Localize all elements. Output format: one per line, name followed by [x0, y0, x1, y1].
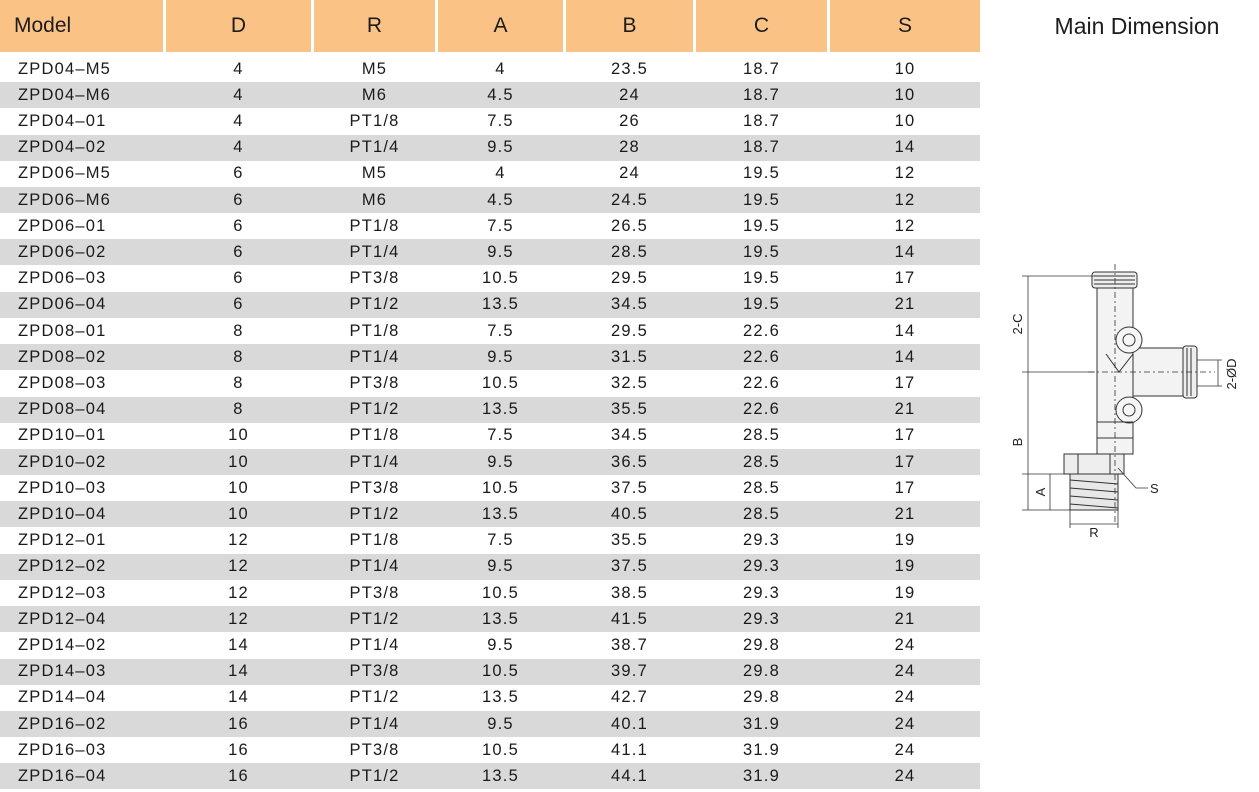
- table-cell-a: 7.5: [487, 426, 514, 445]
- table-cell-c: 22.6: [743, 400, 780, 419]
- table-cell-c: 31.9: [743, 740, 780, 759]
- table-row: [0, 292, 980, 318]
- table-cell-c: 22.6: [743, 373, 780, 392]
- label-s: S: [1150, 481, 1159, 496]
- table-cell-c: 18.7: [743, 138, 780, 157]
- table-cell-c: 19.5: [743, 164, 780, 183]
- table-row: [0, 108, 980, 134]
- table-cell-c: 29.3: [743, 531, 780, 550]
- table-cell-a: 13.5: [482, 766, 519, 785]
- table-row: [0, 187, 980, 213]
- table-cell-s: 12: [894, 216, 916, 235]
- table-cell-d: 10: [228, 478, 249, 497]
- table-cell-a: 4: [495, 164, 506, 183]
- table-cell-model: ZPD16–02: [18, 714, 107, 733]
- table-cell-a: 9.5: [487, 635, 514, 654]
- table-cell-r: PT3/8: [349, 373, 400, 392]
- table-cell-r: PT1/2: [349, 295, 400, 314]
- table-cell-b: 42.7: [611, 688, 648, 707]
- table-row: [0, 344, 980, 370]
- table-cell-d: 4: [233, 85, 244, 104]
- table-cell-c: 18.7: [743, 85, 780, 104]
- table-cell-r: PT1/4: [349, 452, 400, 471]
- table-cell-d: 8: [233, 347, 244, 366]
- table-row: [0, 161, 980, 187]
- table-cell-c: 19.5: [743, 190, 780, 209]
- table-row: [0, 397, 980, 423]
- table-cell-r: PT1/4: [349, 557, 400, 576]
- table-cell-model: ZPD14–03: [18, 662, 107, 681]
- table-cell-s: 12: [894, 190, 916, 209]
- table-cell-s: 17: [894, 269, 916, 288]
- table-cell-r: PT1/4: [349, 714, 400, 733]
- table-cell-c: 19.5: [743, 242, 780, 261]
- table-cell-r: PT3/8: [349, 583, 400, 602]
- table-cell-b: 32.5: [611, 373, 648, 392]
- table-row: [0, 56, 980, 82]
- table-cell-d: 16: [228, 766, 249, 785]
- table-cell-s: 21: [894, 400, 916, 419]
- table-cell-s: 14: [894, 138, 916, 157]
- table-cell-c: 29.8: [743, 688, 780, 707]
- table-cell-d: 12: [228, 531, 249, 550]
- header-d: D: [166, 0, 311, 52]
- table-cell-d: 6: [233, 242, 244, 261]
- table-cell-r: M5: [361, 59, 388, 78]
- table-cell-s: 24: [894, 740, 916, 759]
- table-cell-r: M6: [361, 85, 388, 104]
- label-r: R: [1089, 525, 1099, 540]
- table-cell-a: 13.5: [482, 609, 519, 628]
- table-cell-s: 17: [894, 373, 916, 392]
- table-cell-d: 14: [228, 688, 249, 707]
- table-cell-d: 6: [233, 190, 244, 209]
- table-cell-a: 9.5: [487, 138, 514, 157]
- table-cell-model: ZPD06–01: [18, 216, 107, 235]
- table-cell-a: 10.5: [482, 373, 519, 392]
- table-cell-r: PT1/8: [349, 216, 400, 235]
- table-row: [0, 606, 980, 632]
- dimension-diagram: [1000, 262, 1250, 547]
- table-cell-d: 4: [233, 138, 244, 157]
- table-cell-c: 19.5: [743, 216, 780, 235]
- table-cell-a: 10.5: [482, 478, 519, 497]
- table-cell-r: PT1/4: [349, 242, 400, 261]
- table-cell-b: 35.5: [611, 400, 648, 419]
- table-cell-a: 9.5: [487, 452, 514, 471]
- table-cell-r: PT1/4: [349, 635, 400, 654]
- table-cell-d: 4: [233, 59, 244, 78]
- table-cell-a: 7.5: [487, 321, 514, 340]
- table-cell-r: PT1/2: [349, 688, 400, 707]
- header-main-dimension: Main Dimension: [1054, 12, 1220, 39]
- table-cell-s: 17: [894, 478, 916, 497]
- table-cell-b: 41.1: [611, 740, 648, 759]
- table-cell-model: ZPD04–02: [18, 138, 107, 157]
- table-cell-b: 38.5: [611, 583, 648, 602]
- eye-upper-outer: [1116, 327, 1142, 353]
- table-cell-d: 14: [228, 635, 249, 654]
- table-cell-s: 14: [894, 321, 916, 340]
- table-cell-b: 28.5: [611, 242, 648, 261]
- table-cell-a: 7.5: [487, 216, 514, 235]
- table-cell-model: ZPD04–M5: [18, 59, 112, 78]
- table-cell-b: 31.5: [611, 347, 648, 366]
- table-cell-a: 10.5: [482, 662, 519, 681]
- table-row: [0, 135, 980, 161]
- table-row: [0, 580, 980, 606]
- table-cell-s: 10: [894, 111, 916, 130]
- table-cell-b: 24.5: [611, 190, 648, 209]
- table-cell-a: 9.5: [487, 242, 514, 261]
- table-cell-b: 37.5: [611, 478, 648, 497]
- header-c: C: [696, 0, 827, 52]
- table-cell-a: 4: [495, 59, 506, 78]
- table-cell-a: 9.5: [487, 714, 514, 733]
- table-cell-model: ZPD10–01: [18, 426, 107, 445]
- table-cell-s: 24: [894, 766, 916, 785]
- table-cell-s: 21: [894, 609, 916, 628]
- table-cell-c: 31.9: [743, 766, 780, 785]
- table-cell-b: 26.5: [611, 216, 648, 235]
- table-cell-c: 29.3: [743, 583, 780, 602]
- table-cell-a: 4.5: [487, 85, 514, 104]
- table-cell-r: PT1/2: [349, 400, 400, 419]
- table-cell-b: 28: [619, 138, 640, 157]
- table-cell-c: 19.5: [743, 295, 780, 314]
- table-cell-s: 17: [894, 426, 916, 445]
- table-cell-model: ZPD12–02: [18, 557, 107, 576]
- table-cell-model: ZPD14–02: [18, 635, 107, 654]
- table-cell-c: 28.5: [743, 504, 780, 523]
- table-cell-model: ZPD04–M6: [18, 85, 112, 104]
- label-a: A: [1033, 487, 1048, 497]
- table-row: [0, 554, 980, 580]
- label-2c: 2-C: [1010, 313, 1025, 335]
- table-cell-model: ZPD12–04: [18, 609, 107, 628]
- table-cell-model: ZPD16–04: [18, 766, 107, 785]
- table-cell-b: 35.5: [611, 531, 648, 550]
- table-cell-s: 24: [894, 662, 916, 681]
- table-cell-r: PT3/8: [349, 269, 400, 288]
- table-cell-model: ZPD06–03: [18, 269, 107, 288]
- table-row: [0, 370, 980, 396]
- table-row: [0, 266, 980, 292]
- table-cell-model: ZPD12–03: [18, 583, 107, 602]
- table-cell-d: 14: [228, 662, 249, 681]
- table-cell-c: 18.7: [743, 111, 780, 130]
- table-row: [0, 659, 980, 685]
- table-cell-b: 29.5: [611, 321, 648, 340]
- table-cell-c: 18.7: [743, 59, 780, 78]
- table-cell-b: 40.5: [611, 504, 648, 523]
- table-cell-r: PT1/4: [349, 347, 400, 366]
- table-cell-model: ZPD16–03: [18, 740, 107, 759]
- header-model: Model: [0, 0, 163, 52]
- table-row: [0, 449, 980, 475]
- table-cell-a: 10.5: [482, 269, 519, 288]
- table-cell-b: 24: [619, 164, 640, 183]
- table-cell-d: 8: [233, 373, 244, 392]
- table-row: [0, 737, 980, 763]
- table-cell-r: M5: [361, 164, 388, 183]
- table-cell-b: 26: [619, 111, 640, 130]
- table-cell-d: 16: [228, 714, 249, 733]
- table-cell-b: 29.5: [611, 269, 648, 288]
- table-row: [0, 711, 980, 737]
- table-cell-s: 10: [894, 85, 916, 104]
- table-cell-r: PT1/4: [349, 138, 400, 157]
- table-cell-d: 10: [228, 504, 249, 523]
- header-a: A: [438, 0, 563, 52]
- table-cell-d: 4: [233, 111, 244, 130]
- table-cell-b: 34.5: [611, 295, 648, 314]
- table-cell-s: 10: [894, 59, 916, 78]
- table-cell-d: 6: [233, 269, 244, 288]
- table-cell-model: ZPD08–01: [18, 321, 107, 340]
- table-cell-a: 13.5: [482, 400, 519, 419]
- table-cell-s: 21: [894, 295, 916, 314]
- table-cell-d: 6: [233, 216, 244, 235]
- table-cell-model: ZPD08–02: [18, 347, 107, 366]
- table-cell-r: PT1/8: [349, 111, 400, 130]
- table-cell-s: 24: [894, 635, 916, 654]
- table-cell-b: 40.1: [611, 714, 648, 733]
- eye-lower-outer: [1116, 397, 1142, 423]
- table-cell-r: PT1/8: [349, 321, 400, 340]
- table-cell-s: 12: [894, 164, 916, 183]
- table-row: [0, 213, 980, 239]
- table-cell-a: 4.5: [487, 190, 514, 209]
- table-cell-c: 22.6: [743, 321, 780, 340]
- table-cell-b: 34.5: [611, 426, 648, 445]
- table-cell-s: 19: [894, 531, 916, 550]
- table-cell-d: 10: [228, 452, 249, 471]
- table-cell-model: ZPD12–01: [18, 531, 107, 550]
- table-cell-r: M6: [361, 190, 388, 209]
- table-cell-a: 9.5: [487, 347, 514, 366]
- table-cell-s: 21: [894, 504, 916, 523]
- table-cell-model: ZPD10–04: [18, 504, 107, 523]
- table-row: [0, 763, 980, 789]
- table-cell-s: 24: [894, 688, 916, 707]
- table-cell-model: ZPD08–03: [18, 373, 107, 392]
- table-cell-b: 24: [619, 85, 640, 104]
- table-cell-b: 41.5: [611, 609, 648, 628]
- table-cell-c: 29.3: [743, 609, 780, 628]
- table-row: [0, 82, 980, 108]
- table-cell-s: 24: [894, 714, 916, 733]
- table-cell-r: PT1/8: [349, 426, 400, 445]
- table-cell-d: 8: [233, 400, 244, 419]
- table-cell-r: PT1/2: [349, 766, 400, 785]
- table-cell-s: 14: [894, 347, 916, 366]
- header-s: S: [830, 0, 980, 52]
- table-cell-d: 16: [228, 740, 249, 759]
- table-cell-model: ZPD10–03: [18, 478, 107, 497]
- table-cell-a: 10.5: [482, 740, 519, 759]
- table-cell-c: 22.6: [743, 347, 780, 366]
- table-cell-a: 7.5: [487, 111, 514, 130]
- table-cell-model: ZPD10–02: [18, 452, 107, 471]
- table-cell-b: 39.7: [611, 662, 648, 681]
- table-cell-a: 13.5: [482, 504, 519, 523]
- header-r: R: [314, 0, 435, 52]
- table-cell-c: 28.5: [743, 478, 780, 497]
- table-cell-model: ZPD14–04: [18, 688, 107, 707]
- header-b: B: [566, 0, 693, 52]
- table-cell-r: PT3/8: [349, 662, 400, 681]
- table-cell-a: 9.5: [487, 557, 514, 576]
- table-cell-model: ZPD04–01: [18, 111, 107, 130]
- table-cell-model: ZPD06–02: [18, 242, 107, 261]
- table-cell-model: ZPD06–M6: [18, 190, 112, 209]
- table-cell-a: 10.5: [482, 583, 519, 602]
- table-cell-model: ZPD08–04: [18, 400, 107, 419]
- table-row: [0, 318, 980, 344]
- table-cell-c: 19.5: [743, 269, 780, 288]
- table-header: [0, 0, 1259, 52]
- table-cell-r: PT3/8: [349, 740, 400, 759]
- table-cell-s: 19: [894, 557, 916, 576]
- table-cell-c: 29.3: [743, 557, 780, 576]
- table-cell-a: 7.5: [487, 531, 514, 550]
- table-cell-s: 19: [894, 583, 916, 602]
- table-cell-c: 29.8: [743, 635, 780, 654]
- table-cell-d: 6: [233, 164, 244, 183]
- table-cell-r: PT3/8: [349, 478, 400, 497]
- table-cell-b: 37.5: [611, 557, 648, 576]
- table-cell-model: ZPD06–04: [18, 295, 107, 314]
- table-cell-d: 12: [228, 609, 249, 628]
- table-cell-d: 12: [228, 557, 249, 576]
- table-cell-b: 38.7: [611, 635, 648, 654]
- table-row: [0, 685, 980, 711]
- table-cell-r: PT1/8: [349, 531, 400, 550]
- table-cell-b: 44.1: [611, 766, 648, 785]
- table-row: [0, 475, 980, 501]
- label-b: B: [1010, 437, 1025, 447]
- table-row: [0, 501, 980, 527]
- table-row: [0, 239, 980, 265]
- table-cell-a: 13.5: [482, 295, 519, 314]
- table-cell-d: 12: [228, 583, 249, 602]
- table-cell-d: 6: [233, 295, 244, 314]
- table-row: [0, 528, 980, 554]
- table-cell-a: 13.5: [482, 688, 519, 707]
- table-row: [0, 423, 980, 449]
- table-cell-r: PT1/2: [349, 504, 400, 523]
- table-cell-b: 23.5: [611, 59, 648, 78]
- table-cell-r: PT1/2: [349, 609, 400, 628]
- table-cell-c: 31.9: [743, 714, 780, 733]
- table-cell-c: 29.8: [743, 662, 780, 681]
- table-cell-s: 17: [894, 452, 916, 471]
- table-cell-s: 14: [894, 242, 916, 261]
- table-cell-model: ZPD06–M5: [18, 164, 112, 183]
- table-row: [0, 632, 980, 658]
- table-cell-c: 28.5: [743, 426, 780, 445]
- table-cell-d: 10: [228, 426, 249, 445]
- label-2d: 2-ØD: [1224, 358, 1239, 390]
- table-cell-d: 8: [233, 321, 244, 340]
- table-cell-b: 36.5: [611, 452, 648, 471]
- table-cell-c: 28.5: [743, 452, 780, 471]
